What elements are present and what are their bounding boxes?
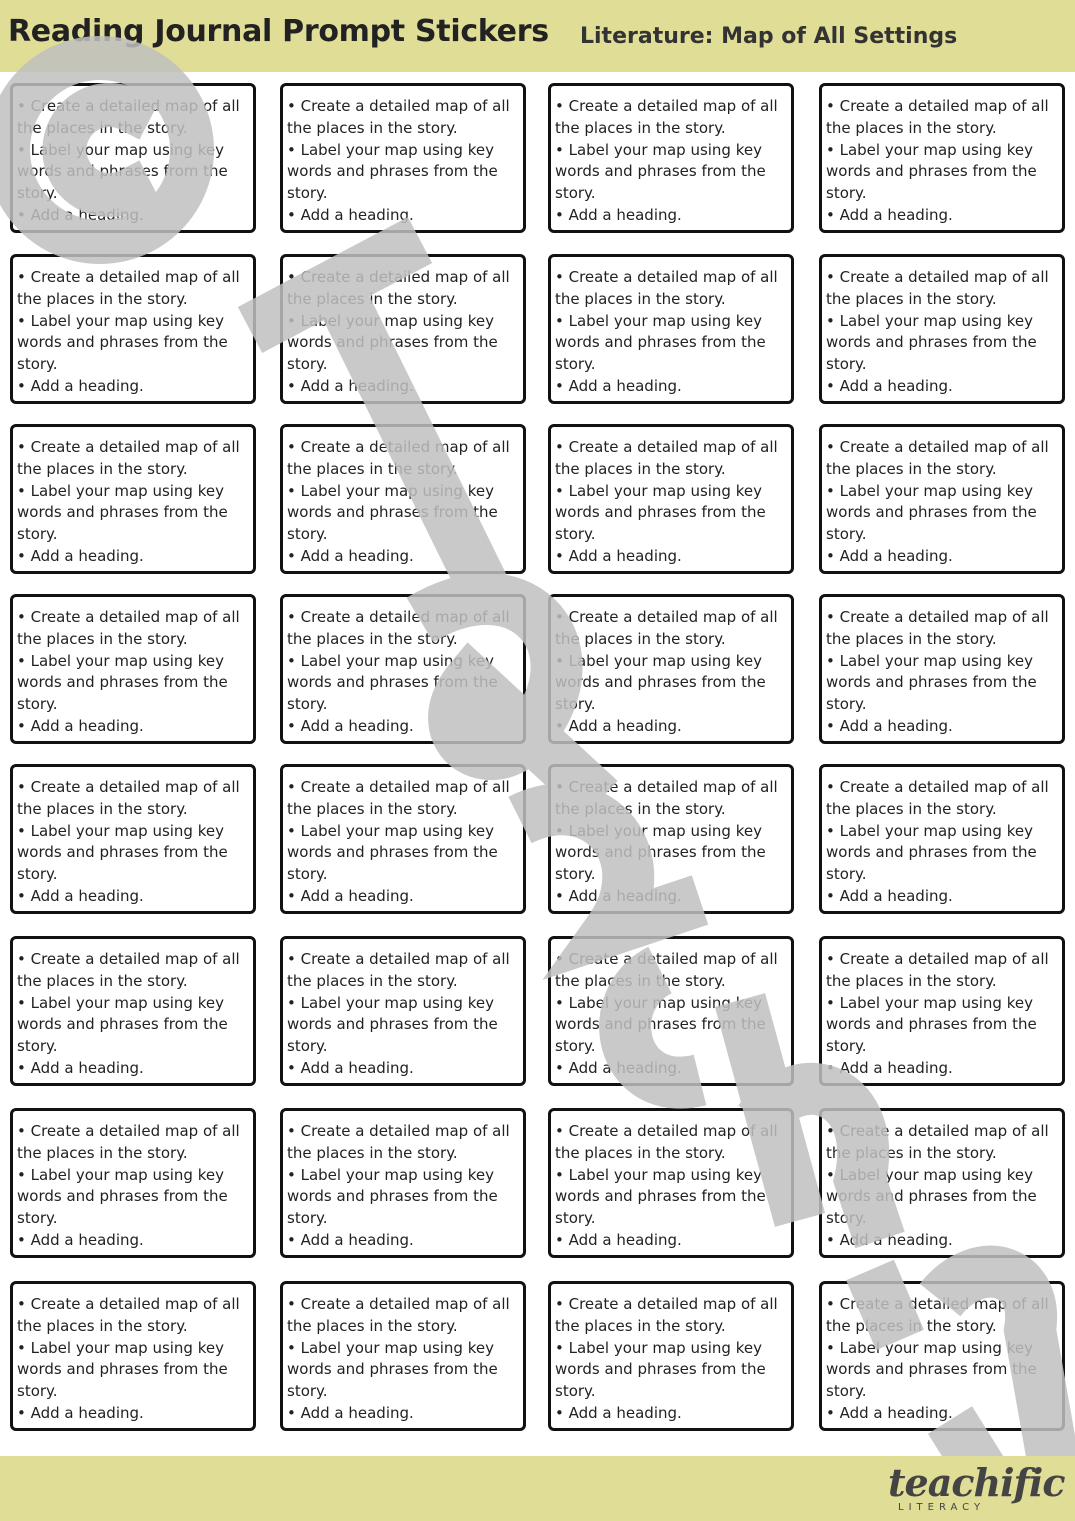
sticker-card bbox=[280, 1108, 526, 1258]
sticker-card bbox=[548, 83, 794, 233]
sticker-card bbox=[280, 1281, 526, 1431]
sticker-line: the places in the story. bbox=[555, 629, 726, 648]
sticker-line: words and phrases from the bbox=[555, 843, 766, 862]
sticker-card bbox=[548, 1281, 794, 1431]
sticker-line: • Add a heading. bbox=[17, 205, 144, 224]
sticker-line: • Add a heading. bbox=[17, 1230, 144, 1249]
sticker-line: the places in the story. bbox=[287, 1316, 458, 1335]
sticker-line: words and phrases from the bbox=[826, 843, 1037, 862]
sticker-line: the places in the story. bbox=[287, 971, 458, 990]
sticker-line: • Label your map using key bbox=[287, 993, 494, 1012]
sticker-line: • Create a detailed map of all bbox=[287, 778, 510, 796]
sticker-line: story. bbox=[555, 1209, 596, 1228]
sticker-line: the places in the story. bbox=[17, 459, 188, 478]
sticker-card bbox=[548, 424, 794, 574]
sticker-line: story. bbox=[555, 525, 596, 544]
sticker-line: • Create a detailed map of all bbox=[17, 950, 240, 968]
sticker-line: • Add a heading. bbox=[287, 716, 414, 735]
sticker-line: words and phrases from the bbox=[17, 333, 228, 352]
sticker-line: • Label your map using key bbox=[826, 140, 1033, 159]
sticker-line: • Add a heading. bbox=[287, 1403, 414, 1422]
sticker-line: • Add a heading. bbox=[287, 376, 414, 395]
sticker-line: • Add a heading. bbox=[17, 376, 144, 395]
sticker-line: story. bbox=[17, 695, 58, 714]
sticker-line: • Add a heading. bbox=[287, 205, 414, 224]
sticker-card bbox=[819, 83, 1065, 233]
sticker-line: words and phrases from the bbox=[17, 162, 228, 181]
sticker-line: • Label your map using key bbox=[17, 1338, 224, 1357]
sticker-line: • Create a detailed map of all bbox=[17, 438, 240, 456]
sticker-line: story. bbox=[287, 865, 328, 884]
sticker-card bbox=[548, 936, 794, 1086]
sticker-card bbox=[280, 83, 526, 233]
sticker-line: words and phrases from the bbox=[287, 673, 498, 692]
sticker-line: • Add a heading. bbox=[826, 376, 953, 395]
sticker-line: • Label your map using key bbox=[287, 1165, 494, 1184]
sticker-line: • Label your map using key bbox=[287, 140, 494, 159]
sticker-line: the places in the story. bbox=[826, 799, 997, 818]
sticker-line: • Create a detailed map of all bbox=[17, 1122, 240, 1140]
sticker-card bbox=[819, 254, 1065, 404]
sticker-card bbox=[819, 1281, 1065, 1431]
sticker-line: words and phrases from the bbox=[17, 673, 228, 692]
sticker-card bbox=[280, 764, 526, 914]
sticker-line: words and phrases from the bbox=[17, 1187, 228, 1206]
sticker-line: the places in the story. bbox=[826, 1143, 997, 1162]
sticker-line: words and phrases from the bbox=[555, 162, 766, 181]
sticker-card bbox=[819, 764, 1065, 914]
sticker-line: story. bbox=[17, 525, 58, 544]
sticker-line: words and phrases from the bbox=[555, 1360, 766, 1379]
page-title: Reading Journal Prompt Stickers bbox=[8, 14, 549, 49]
sticker-line: • Label your map using key bbox=[826, 993, 1033, 1012]
sticker-line: • Create a detailed map of all bbox=[287, 268, 510, 286]
sticker-line: • Add a heading. bbox=[555, 1230, 682, 1249]
sticker-line: • Label your map using key bbox=[826, 311, 1033, 330]
sticker-line: words and phrases from the bbox=[826, 1187, 1037, 1206]
sticker-line: words and phrases from the bbox=[17, 843, 228, 862]
sticker-line: • Create a detailed map of all bbox=[555, 1122, 778, 1140]
sticker-card bbox=[10, 424, 256, 574]
sticker-line: • Label your map using key bbox=[826, 1165, 1033, 1184]
sticker-line: • Label your map using key bbox=[826, 481, 1033, 500]
sticker-line: story. bbox=[287, 1037, 328, 1056]
sticker-line: • Create a detailed map of all bbox=[826, 950, 1049, 968]
sticker-line: words and phrases from the bbox=[287, 1015, 498, 1034]
sticker-line: • Create a detailed map of all bbox=[287, 608, 510, 626]
sticker-line: story. bbox=[17, 184, 58, 203]
sticker-line: story. bbox=[826, 695, 867, 714]
sticker-line: the places in the story. bbox=[555, 1143, 726, 1162]
sticker-line: the places in the story. bbox=[17, 118, 188, 137]
sticker-line: words and phrases from the bbox=[826, 1360, 1037, 1379]
sticker-line: story. bbox=[555, 695, 596, 714]
sticker-line: • Create a detailed map of all bbox=[555, 1295, 778, 1313]
sticker-line: story. bbox=[17, 1382, 58, 1401]
sticker-line: the places in the story. bbox=[555, 459, 726, 478]
sticker-line: words and phrases from the bbox=[826, 333, 1037, 352]
sticker-line: words and phrases from the bbox=[287, 162, 498, 181]
sticker-card bbox=[819, 594, 1065, 744]
sticker-line: story. bbox=[17, 1209, 58, 1228]
sticker-line: story. bbox=[555, 355, 596, 374]
sticker-line: story. bbox=[287, 355, 328, 374]
sticker-line: • Add a heading. bbox=[287, 1058, 414, 1077]
sticker-line: the places in the story. bbox=[826, 1316, 997, 1335]
sticker-card bbox=[548, 1108, 794, 1258]
sticker-line: the places in the story. bbox=[17, 1143, 188, 1162]
sticker-line: story. bbox=[555, 1037, 596, 1056]
logo-sub: LITERACY bbox=[898, 1502, 986, 1513]
sticker-line: story. bbox=[555, 1382, 596, 1401]
sticker-line: story. bbox=[826, 355, 867, 374]
sticker-line: story. bbox=[287, 525, 328, 544]
sticker-line: • Label your map using key bbox=[17, 1165, 224, 1184]
sticker-line: the places in the story. bbox=[287, 629, 458, 648]
sticker-line: the places in the story. bbox=[826, 971, 997, 990]
sticker-line: • Label your map using key bbox=[287, 821, 494, 840]
sticker-line: • Add a heading. bbox=[555, 205, 682, 224]
sticker-card bbox=[10, 1281, 256, 1431]
sticker-line: story. bbox=[287, 1209, 328, 1228]
sticker-line: • Add a heading. bbox=[826, 716, 953, 735]
sticker-line: • Create a detailed map of all bbox=[555, 608, 778, 626]
sticker-card bbox=[10, 254, 256, 404]
sticker-line: • Add a heading. bbox=[17, 1058, 144, 1077]
sticker-line: • Create a detailed map of all bbox=[826, 97, 1049, 115]
sticker-line: the places in the story. bbox=[17, 799, 188, 818]
sticker-line: • Label your map using key bbox=[17, 651, 224, 670]
sticker-line: words and phrases from the bbox=[287, 503, 498, 522]
sticker-card bbox=[280, 424, 526, 574]
sticker-card bbox=[10, 594, 256, 744]
sticker-line: • Add a heading. bbox=[826, 205, 953, 224]
sticker-line: • Label your map using key bbox=[555, 140, 762, 159]
sticker-line: • Create a detailed map of all bbox=[287, 1295, 510, 1313]
sticker-line: • Label your map using key bbox=[555, 1165, 762, 1184]
teachific-logo bbox=[888, 1460, 1065, 1518]
sticker-line: • Add a heading. bbox=[826, 546, 953, 565]
sticker-line: • Label your map using key bbox=[287, 651, 494, 670]
sticker-line: the places in the story. bbox=[17, 1316, 188, 1335]
sticker-line: • Label your map using key bbox=[826, 1338, 1033, 1357]
sticker-card bbox=[548, 254, 794, 404]
sticker-line: • Add a heading. bbox=[555, 1403, 682, 1422]
sticker-line: the places in the story. bbox=[287, 799, 458, 818]
page-subtitle: Literature: Map of All Settings bbox=[580, 24, 958, 49]
sticker-line: • Create a detailed map of all bbox=[287, 97, 510, 115]
sticker-line: the places in the story. bbox=[826, 289, 997, 308]
sticker-card bbox=[819, 424, 1065, 574]
sticker-line: • Create a detailed map of all bbox=[17, 97, 240, 115]
sticker-line: words and phrases from the bbox=[826, 503, 1037, 522]
sticker-line: • Label your map using key bbox=[17, 140, 224, 159]
sticker-line: story. bbox=[826, 1209, 867, 1228]
sticker-line: • Label your map using key bbox=[555, 311, 762, 330]
sticker-card bbox=[10, 764, 256, 914]
sticker-line: story. bbox=[287, 695, 328, 714]
sticker-line: • Add a heading. bbox=[17, 886, 144, 905]
sticker-line: • Add a heading. bbox=[287, 886, 414, 905]
sticker-line: • Add a heading. bbox=[555, 716, 682, 735]
sticker-line: • Label your map using key bbox=[287, 1338, 494, 1357]
sticker-line: the places in the story. bbox=[555, 118, 726, 137]
sticker-line: • Create a detailed map of all bbox=[826, 268, 1049, 286]
sticker-line: the places in the story. bbox=[287, 118, 458, 137]
sticker-line: the places in the story. bbox=[555, 971, 726, 990]
sticker-line: words and phrases from the bbox=[17, 503, 228, 522]
sticker-line: • Add a heading. bbox=[17, 716, 144, 735]
sticker-line: • Add a heading. bbox=[17, 546, 144, 565]
sticker-card bbox=[819, 936, 1065, 1086]
sticker-line: • Label your map using key bbox=[555, 821, 762, 840]
sticker-line: words and phrases from the bbox=[555, 503, 766, 522]
sticker-line: • Create a detailed map of all bbox=[287, 1122, 510, 1140]
sticker-line: • Label your map using key bbox=[555, 993, 762, 1012]
sticker-line: the places in the story. bbox=[287, 1143, 458, 1162]
sticker-line: words and phrases from the bbox=[555, 1187, 766, 1206]
sticker-line: • Label your map using key bbox=[826, 651, 1033, 670]
sticker-line: words and phrases from the bbox=[826, 1015, 1037, 1034]
sticker-line: story. bbox=[555, 184, 596, 203]
sticker-line: the places in the story. bbox=[17, 629, 188, 648]
logo-word: teachific bbox=[888, 1460, 1065, 1505]
sticker-line: • Create a detailed map of all bbox=[555, 97, 778, 115]
sticker-line: the places in the story. bbox=[555, 799, 726, 818]
sticker-line: • Create a detailed map of all bbox=[287, 950, 510, 968]
sticker-line: story. bbox=[287, 1382, 328, 1401]
sticker-line: story. bbox=[826, 184, 867, 203]
sticker-card bbox=[10, 936, 256, 1086]
sticker-line: words and phrases from the bbox=[826, 162, 1037, 181]
sticker-line: story. bbox=[826, 1037, 867, 1056]
sticker-line: story. bbox=[17, 355, 58, 374]
sticker-line: • Create a detailed map of all bbox=[287, 438, 510, 456]
sticker-line: story. bbox=[826, 865, 867, 884]
sticker-line: • Create a detailed map of all bbox=[555, 268, 778, 286]
sticker-line: • Add a heading. bbox=[826, 1230, 953, 1249]
sticker-line: the places in the story. bbox=[826, 629, 997, 648]
sticker-card bbox=[280, 594, 526, 744]
sticker-line: the places in the story. bbox=[287, 289, 458, 308]
sticker-line: story. bbox=[17, 865, 58, 884]
sticker-line: words and phrases from the bbox=[287, 843, 498, 862]
sticker-line: the places in the story. bbox=[287, 459, 458, 478]
sticker-line: the places in the story. bbox=[555, 289, 726, 308]
sticker-line: • Add a heading. bbox=[17, 1403, 144, 1422]
sticker-line: • Add a heading. bbox=[555, 1058, 682, 1077]
sticker-line: • Add a heading. bbox=[287, 546, 414, 565]
sticker-line: • Create a detailed map of all bbox=[826, 608, 1049, 626]
sticker-line: • Add a heading. bbox=[826, 886, 953, 905]
sticker-line: • Create a detailed map of all bbox=[555, 438, 778, 456]
sticker-line: • Label your map using key bbox=[555, 481, 762, 500]
sticker-line: • Create a detailed map of all bbox=[555, 950, 778, 968]
sticker-card bbox=[280, 936, 526, 1086]
sticker-line: • Create a detailed map of all bbox=[826, 1122, 1049, 1140]
sticker-line: • Add a heading. bbox=[555, 886, 682, 905]
sticker-line: • Add a heading. bbox=[555, 376, 682, 395]
sticker-line: • Label your map using key bbox=[287, 311, 494, 330]
sticker-line: • Create a detailed map of all bbox=[555, 778, 778, 796]
sticker-line: the places in the story. bbox=[826, 118, 997, 137]
sticker-line: story. bbox=[826, 1382, 867, 1401]
sticker-line: words and phrases from the bbox=[287, 1187, 498, 1206]
sticker-line: words and phrases from the bbox=[287, 333, 498, 352]
sticker-line: • Add a heading. bbox=[555, 546, 682, 565]
sticker-line: the places in the story. bbox=[555, 1316, 726, 1335]
sticker-line: words and phrases from the bbox=[555, 673, 766, 692]
sticker-line: • Label your map using key bbox=[17, 311, 224, 330]
sticker-line: words and phrases from the bbox=[555, 1015, 766, 1034]
sticker-line: • Label your map using key bbox=[555, 651, 762, 670]
sticker-line: • Create a detailed map of all bbox=[826, 438, 1049, 456]
sticker-line: • Add a heading. bbox=[826, 1403, 953, 1422]
sticker-line: story. bbox=[17, 1037, 58, 1056]
sticker-line: words and phrases from the bbox=[555, 333, 766, 352]
sticker-line: • Create a detailed map of all bbox=[17, 268, 240, 286]
sticker-card bbox=[548, 594, 794, 744]
sticker-line: • Create a detailed map of all bbox=[826, 778, 1049, 796]
sticker-line: • Label your map using key bbox=[17, 993, 224, 1012]
sticker-line: • Label your map using key bbox=[555, 1338, 762, 1357]
sticker-card bbox=[10, 1108, 256, 1258]
sticker-card bbox=[548, 764, 794, 914]
sticker-line: • Create a detailed map of all bbox=[17, 778, 240, 796]
sticker-line: • Add a heading. bbox=[826, 1058, 953, 1077]
sticker-line: words and phrases from the bbox=[287, 1360, 498, 1379]
sticker-line: story. bbox=[287, 184, 328, 203]
sticker-card bbox=[280, 254, 526, 404]
sticker-line: the places in the story. bbox=[17, 289, 188, 308]
sticker-card bbox=[819, 1108, 1065, 1258]
sticker-line: story. bbox=[555, 865, 596, 884]
sticker-line: words and phrases from the bbox=[17, 1360, 228, 1379]
sticker-line: • Label your map using key bbox=[287, 481, 494, 500]
sticker-line: • Label your map using key bbox=[17, 821, 224, 840]
sticker-line: the places in the story. bbox=[17, 971, 188, 990]
sticker-line: • Add a heading. bbox=[287, 1230, 414, 1249]
sticker-line: story. bbox=[826, 525, 867, 544]
sticker-line: • Label your map using key bbox=[17, 481, 224, 500]
sticker-line: • Create a detailed map of all bbox=[17, 1295, 240, 1313]
sticker-line: • Label your map using key bbox=[826, 821, 1033, 840]
sticker-line: words and phrases from the bbox=[17, 1015, 228, 1034]
sticker-line: the places in the story. bbox=[826, 459, 997, 478]
sticker-line: • Create a detailed map of all bbox=[17, 608, 240, 626]
sticker-card bbox=[10, 83, 256, 233]
sticker-line: • Create a detailed map of all bbox=[826, 1295, 1049, 1313]
sticker-line: words and phrases from the bbox=[826, 673, 1037, 692]
